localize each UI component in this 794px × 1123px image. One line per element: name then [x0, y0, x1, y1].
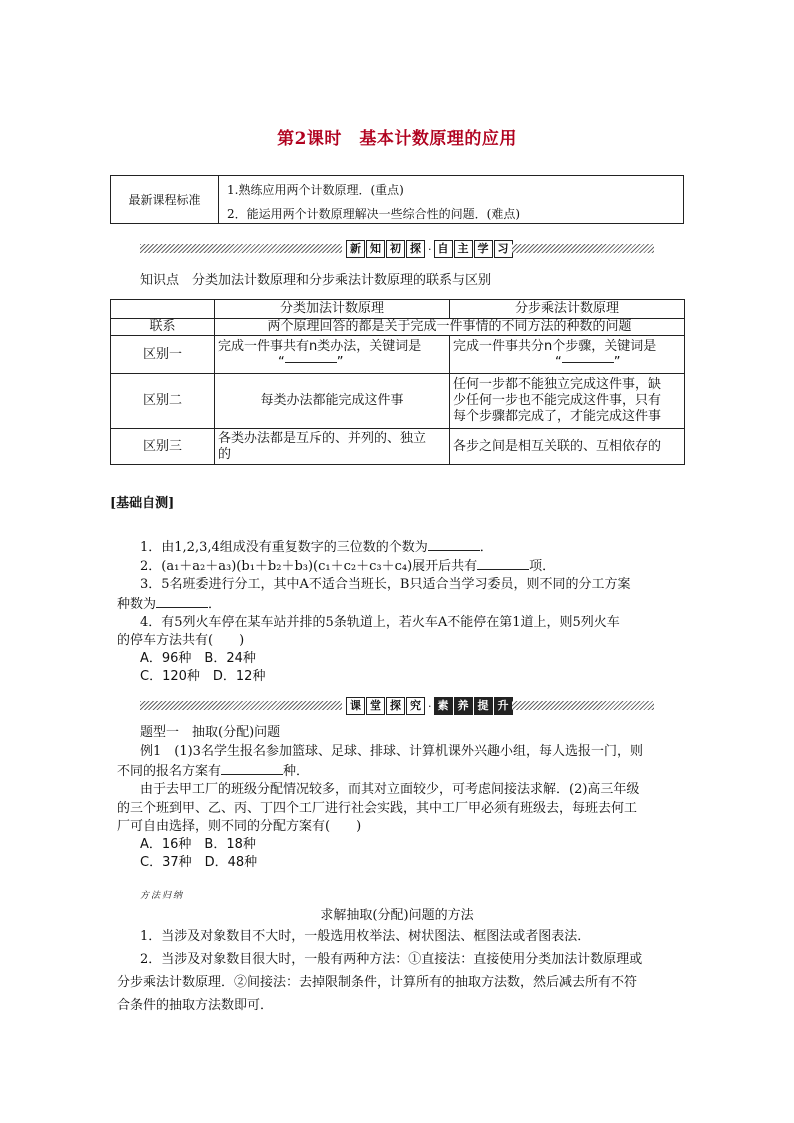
diff2-addition: 每类办法都能完成这件事: [215, 374, 450, 429]
question-text: 种．: [283, 764, 310, 779]
example-1-line-1: 例1 (1)3名学生报名参加篮球、足球、排球、计算机课外兴趣小组，每人选报一门，则: [140, 744, 643, 759]
row-label-diff3: 区别三: [111, 429, 215, 465]
method-line-3: 分步乘法计数原理．②间接法：去掉限制条件，计算所有的抽取方法数，然后减去所有不符: [117, 975, 638, 990]
answer-blank: [156, 595, 208, 608]
banner-char: 课: [346, 697, 365, 715]
cell-line: 任何一步都不能独立完成这件事，缺: [453, 377, 662, 392]
banner-tag: [346, 240, 514, 258]
banner-char: 新: [346, 240, 365, 258]
example-2-options-2: C．37种 D．48种: [140, 855, 258, 870]
example-2-line-1: 由于去甲工厂的班级分配情况较多，而其对立面较少，可考虑间接法求解．(2)高三年级: [140, 782, 640, 797]
question-text: ．: [208, 597, 222, 612]
question-text: 1．由1,2,3,4组成没有重复数字的三位数的个数为: [140, 540, 428, 555]
row-label-diff2: 区别二: [111, 374, 215, 429]
banner-char: 探: [406, 240, 425, 258]
banner-hatch-left: [140, 701, 342, 710]
diff1-multiplication: [450, 336, 685, 374]
course-standards-label: 最新课程标准: [111, 176, 219, 223]
question-4-options-2: C．120种 D．12种: [140, 669, 266, 684]
diff3-addition: [215, 429, 450, 465]
banner-char: 究: [406, 697, 425, 715]
table-row: [111, 300, 685, 319]
answer-blank: [221, 762, 283, 775]
banner-char: 知: [366, 240, 385, 258]
method-summary-label: 方法归纳: [140, 891, 185, 901]
banner-tag: [346, 697, 514, 715]
table-row: [111, 336, 685, 374]
blank-line: [562, 361, 614, 363]
page-title: 第2课时 基本计数原理的应用: [277, 129, 517, 149]
diff2-multiplication: [450, 374, 685, 429]
example-2-line-3: 厂可自由选择，则不同的分配方案有( ): [117, 819, 362, 834]
banner-char: 升: [494, 697, 513, 715]
method-line-2: 2．当涉及对象数目很大时，一般有两种方法：①直接法：直接使用分类加法计数原理或: [140, 952, 643, 967]
banner-char: 自: [434, 240, 453, 258]
method-line-4: 合条件的抽取方法数即可．: [117, 998, 274, 1013]
table-cell: [111, 300, 215, 319]
question-text: 2．(a₁＋a₂＋a₃)(b₁＋b₂＋b₃)(c₁＋c₂＋c₃＋c₄)展开后共有: [140, 559, 478, 574]
banner-char: 素: [434, 697, 453, 715]
quote-open: “: [555, 354, 562, 370]
table-row: [111, 319, 685, 336]
table-header-addition: 分类加法计数原理: [215, 300, 450, 319]
banner-dot: ·: [428, 699, 432, 713]
blank-line: [285, 361, 337, 363]
banner-char: 探: [386, 697, 405, 715]
method-line-1: 1．当涉及对象数目不大时，一般选用枚举法、树状图法、框图法或者图表法．: [140, 929, 591, 944]
question-text: 种数为: [117, 597, 157, 612]
course-standards-box: [110, 175, 684, 224]
banner-char: 习: [494, 240, 513, 258]
method-title: 求解抽取(分配)问题的方法: [320, 908, 474, 923]
comparison-table: [110, 299, 685, 465]
diff3-multiplication: 各步之间是相互关联的、互相依存的: [450, 429, 685, 465]
keyword-blank: [218, 355, 446, 371]
table-row: [111, 374, 685, 429]
example-2-line-2: 的三个班到甲、乙、丙、丁四个工厂进行社会实践，其中工厂甲必须有班级去，每班去何工: [117, 801, 638, 816]
banner-dot: ·: [428, 242, 432, 256]
table-header-multiplication: 分步乘法计数原理: [450, 300, 685, 319]
question-text: ．: [479, 540, 493, 555]
question-1: [140, 538, 493, 557]
answer-blank: [428, 538, 480, 551]
banner-char: 堂: [366, 697, 385, 715]
quote-close: ”: [613, 354, 621, 370]
question-4-line-2: 的停车方法共有( ): [117, 633, 245, 648]
example-1-line-2: [117, 762, 309, 781]
cell-line: 各类办法都是互斥的、并列的、独立: [218, 430, 427, 446]
section-banner-new-knowledge: [140, 240, 654, 258]
question-3-line-1: 3．5名班委进行分工，其中A不适合当班长，B只适合当学习委员，则不同的分工方案: [140, 577, 631, 592]
row-label-link: 联系: [111, 319, 215, 336]
type-1-heading: 题型一 抽取(分配)问题: [140, 725, 281, 740]
banner-char: 初: [386, 240, 405, 258]
basic-test-heading: [基础自测]: [110, 496, 175, 511]
question-4-line-1: 4．有5列火车停在某车站并排的5条轨道上，若火车A不能停在第1道上，则5列火车: [140, 615, 620, 630]
quote-close: ”: [336, 354, 344, 370]
cell-line: 完成一件事共有n类办法，关键词是: [218, 338, 422, 354]
keyword-blank: [453, 355, 681, 371]
answer-blank: [477, 557, 529, 570]
standard-line-1: 1.熟练应用两个计数原理．(重点): [227, 183, 404, 197]
example-2-options-1: A．16种 B．18种: [140, 837, 256, 852]
standard-line-2: 2．能运用两个计数原理解决一些综合性的问题．(难点): [227, 207, 521, 221]
section-banner-classroom: [140, 697, 654, 715]
banner-char: 学: [474, 240, 493, 258]
cell-line: 少任何一步也不能完成这件事，只有: [453, 393, 662, 408]
cell-line: 每个步骤都完成了，才能完成这件事: [453, 409, 662, 424]
quote-open: “: [278, 354, 285, 370]
diff1-addition: [215, 336, 450, 374]
banner-char: 养: [454, 697, 473, 715]
question-text: 不同的报名方案有: [117, 764, 222, 779]
table-row: [111, 429, 685, 465]
banner-hatch-right: [512, 244, 654, 253]
banner-char: 提: [474, 697, 493, 715]
cell-line: 完成一件事共分n个步骤，关键词是: [453, 338, 657, 354]
banner-char: 主: [454, 240, 473, 258]
knowledge-point-heading: 知识点 分类加法计数原理和分步乘法计数原理的联系与区别: [140, 273, 492, 288]
cell-line: 的: [218, 446, 232, 462]
banner-hatch-left: [140, 244, 342, 253]
row-link-text: 两个原理回答的都是关于完成一件事情的不同方法的种数的问题: [215, 319, 685, 336]
question-4-options-1: A．96种 B．24种: [140, 651, 256, 666]
row-label-diff1: 区别一: [111, 336, 215, 374]
question-2: [140, 557, 555, 576]
question-text: 项．: [529, 559, 556, 574]
banner-hatch-right: [512, 701, 654, 710]
question-3-line-2: [117, 595, 221, 614]
